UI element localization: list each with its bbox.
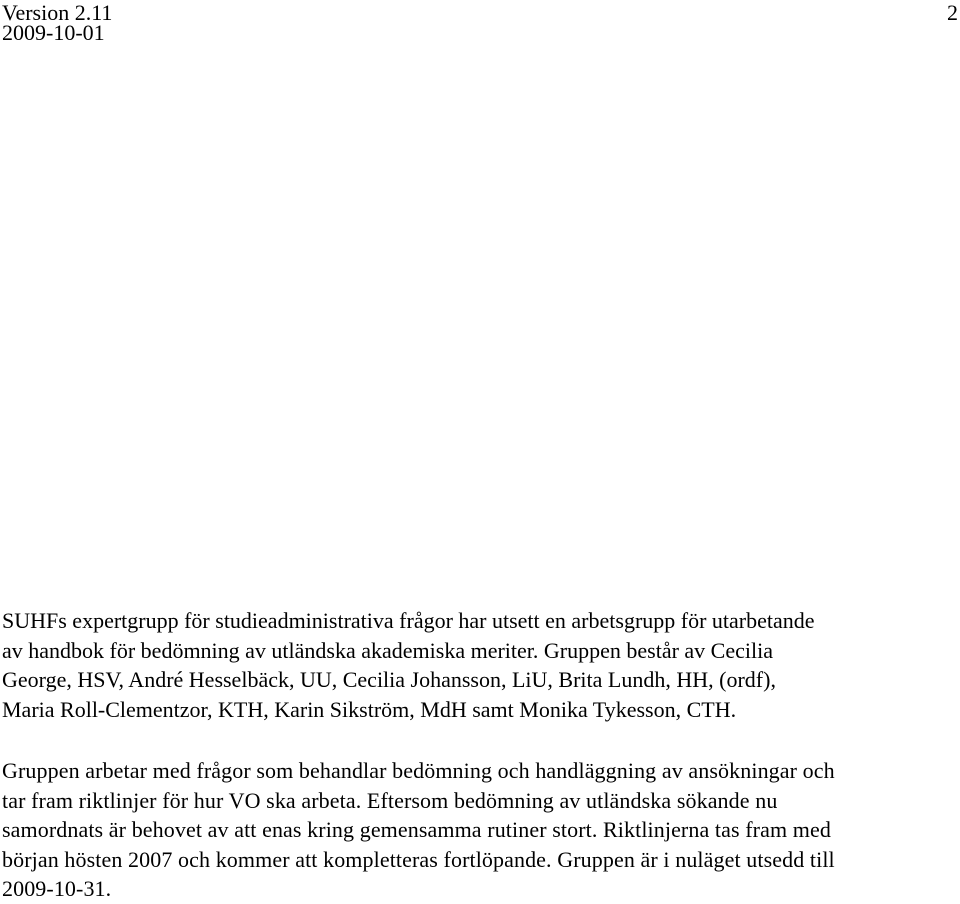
- paragraph-working-group: [2, 606, 958, 724]
- paragraph-line: av handbok för bedömning av utländska akademiska meriter. Gruppen består av Cecilia: [2, 637, 773, 663]
- paragraph-line: början hösten 2007 och kommer att kompletteras fortlöpande. Gruppen är i nuläget utsedd till: [2, 846, 835, 872]
- paragraph-line: tar fram riktlinjer för hur VO ska arbeta. Eftersom bedömning av utländska sökande nu: [2, 787, 778, 813]
- paragraph-group-work: [2, 756, 958, 904]
- page-number: 2: [947, 0, 958, 25]
- document-date: 2009-10-01: [2, 20, 105, 45]
- paragraph-line: George, HSV, André Hesselbäck, UU, Cecilia Johansson, LiU, Brita Lundh, HH, (ordf),: [2, 667, 776, 692]
- paragraph-line: SUHFs expertgrupp för studieadministrativa frågor har utsett en arbetsgrupp för utarbetande: [2, 608, 815, 633]
- paragraph-line: samordnats är behovet av att enas kring gemensamma rutiner stort. Riktlinjerna tas fram med: [2, 817, 831, 842]
- paragraph-line: Gruppen arbetar med frågor som behandlar bedömning och handläggning av ansökningar och: [2, 758, 835, 783]
- paragraph-line: 2009-10-31.: [2, 876, 112, 901]
- paragraph-line: Maria Roll-Clementzor, KTH, Karin Sikström, MdH samt Monika Tykesson, CTH.: [2, 696, 737, 722]
- document-version: Version 2.11: [2, 0, 113, 25]
